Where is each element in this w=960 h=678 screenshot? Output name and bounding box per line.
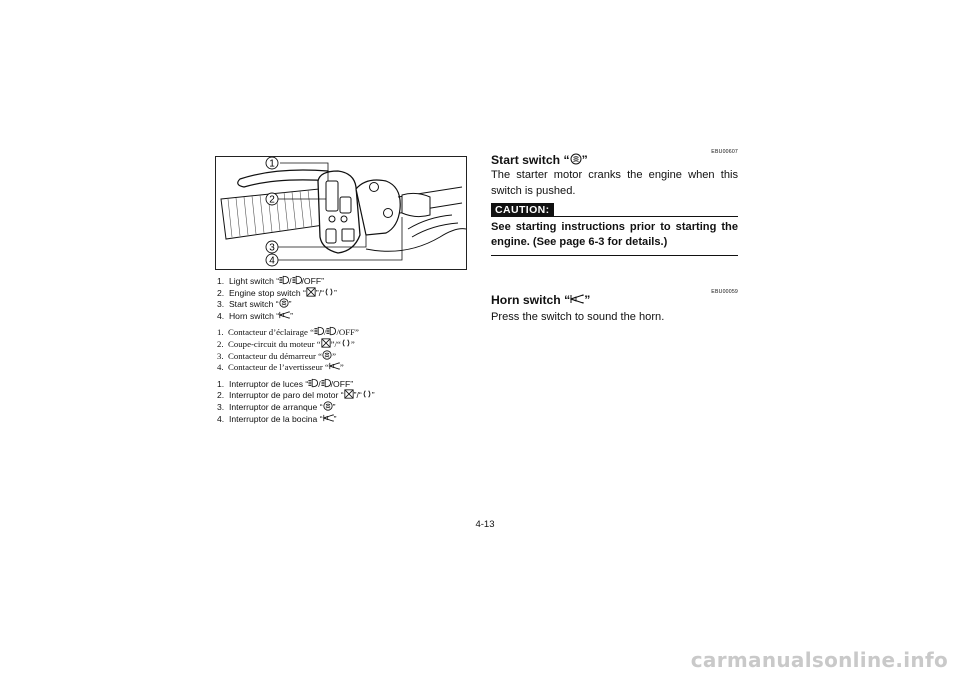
horn-switch-description: Press the switch to sound the horn. xyxy=(491,311,665,323)
section-code-horn: EBU00059 xyxy=(711,289,738,295)
caption-item: 4. Contacteur de l’avertisseur “ ” xyxy=(217,362,344,373)
engine-stop-off-icon xyxy=(321,338,331,348)
callout-3: 3 xyxy=(269,242,275,254)
headlight-icon xyxy=(326,326,336,336)
handlebar-drawing xyxy=(216,157,466,269)
callout-1: 1 xyxy=(269,158,275,170)
headlight-icon xyxy=(279,275,289,285)
captions-spanish xyxy=(217,378,477,424)
captions-english xyxy=(217,275,477,321)
starter-icon xyxy=(323,401,333,411)
caption-item: 4. Interruptor de la bocina “ ” xyxy=(217,413,337,424)
engine-run-icon xyxy=(324,287,334,297)
start-switch-description: The starter motor cranks the engine when this switch is pushed. xyxy=(491,169,738,197)
horn-icon xyxy=(570,293,584,305)
caption-item: 1. Interruptor de luces “ / /OFF” xyxy=(217,378,354,389)
caption-item: 1. Light switch “ / /OFF” xyxy=(217,276,324,286)
headlight-icon xyxy=(308,378,318,388)
section-code-start: EBU00607 xyxy=(711,149,738,155)
callout-2: 2 xyxy=(269,194,275,206)
horn-icon xyxy=(323,413,334,423)
caution-label: CAUTION: xyxy=(491,203,554,217)
engine-stop-off-icon xyxy=(344,389,354,399)
caution-rule-top xyxy=(491,216,738,217)
engine-run-icon xyxy=(341,338,351,348)
caution-box xyxy=(491,203,738,217)
caption-item: 3. Start switch “ ” xyxy=(217,299,292,310)
callout-4: 4 xyxy=(269,255,275,267)
caption-item: 2. Engine stop switch “ ”/“ ” xyxy=(217,287,337,298)
page-number: 4-13 xyxy=(475,519,495,530)
starter-icon xyxy=(322,350,332,360)
caution-text: See starting instructions prior to starting the engine. (See page 6-3 for details.) xyxy=(491,221,738,249)
captions-french xyxy=(217,326,477,372)
engine-run-icon xyxy=(362,389,372,399)
figure-captions xyxy=(217,275,477,429)
caption-item: 4. Horn switch “ ” xyxy=(217,310,293,321)
caution-rule-bottom xyxy=(491,255,738,256)
handlebar-switch-illustration xyxy=(215,156,467,270)
headlight-icon xyxy=(292,275,302,285)
starter-icon xyxy=(570,153,582,165)
caption-item: 3. Interruptor de arranque “ ” xyxy=(217,401,336,412)
watermark: carmanualsonline.info xyxy=(690,648,948,672)
caption-item: 3. Contacteur du démarreur “ ” xyxy=(217,350,336,361)
starter-icon xyxy=(279,298,289,308)
horn-switch-heading: Horn switch “ ” xyxy=(491,293,591,307)
caption-item: 2. Coupe-circuit du moteur “ ”/“ ” xyxy=(217,338,355,349)
horn-icon xyxy=(279,310,290,320)
start-switch-heading: Start switch “ ” xyxy=(491,153,588,167)
caption-item: 1. Contacteur d’éclairage “ / /OFF” xyxy=(217,327,359,338)
headlight-icon xyxy=(314,326,324,336)
caption-item: 2. Interruptor de paro del motor “ ”/“ ” xyxy=(217,390,375,401)
headlight-icon xyxy=(321,378,331,388)
engine-stop-off-icon xyxy=(306,287,316,297)
horn-icon xyxy=(329,361,340,371)
